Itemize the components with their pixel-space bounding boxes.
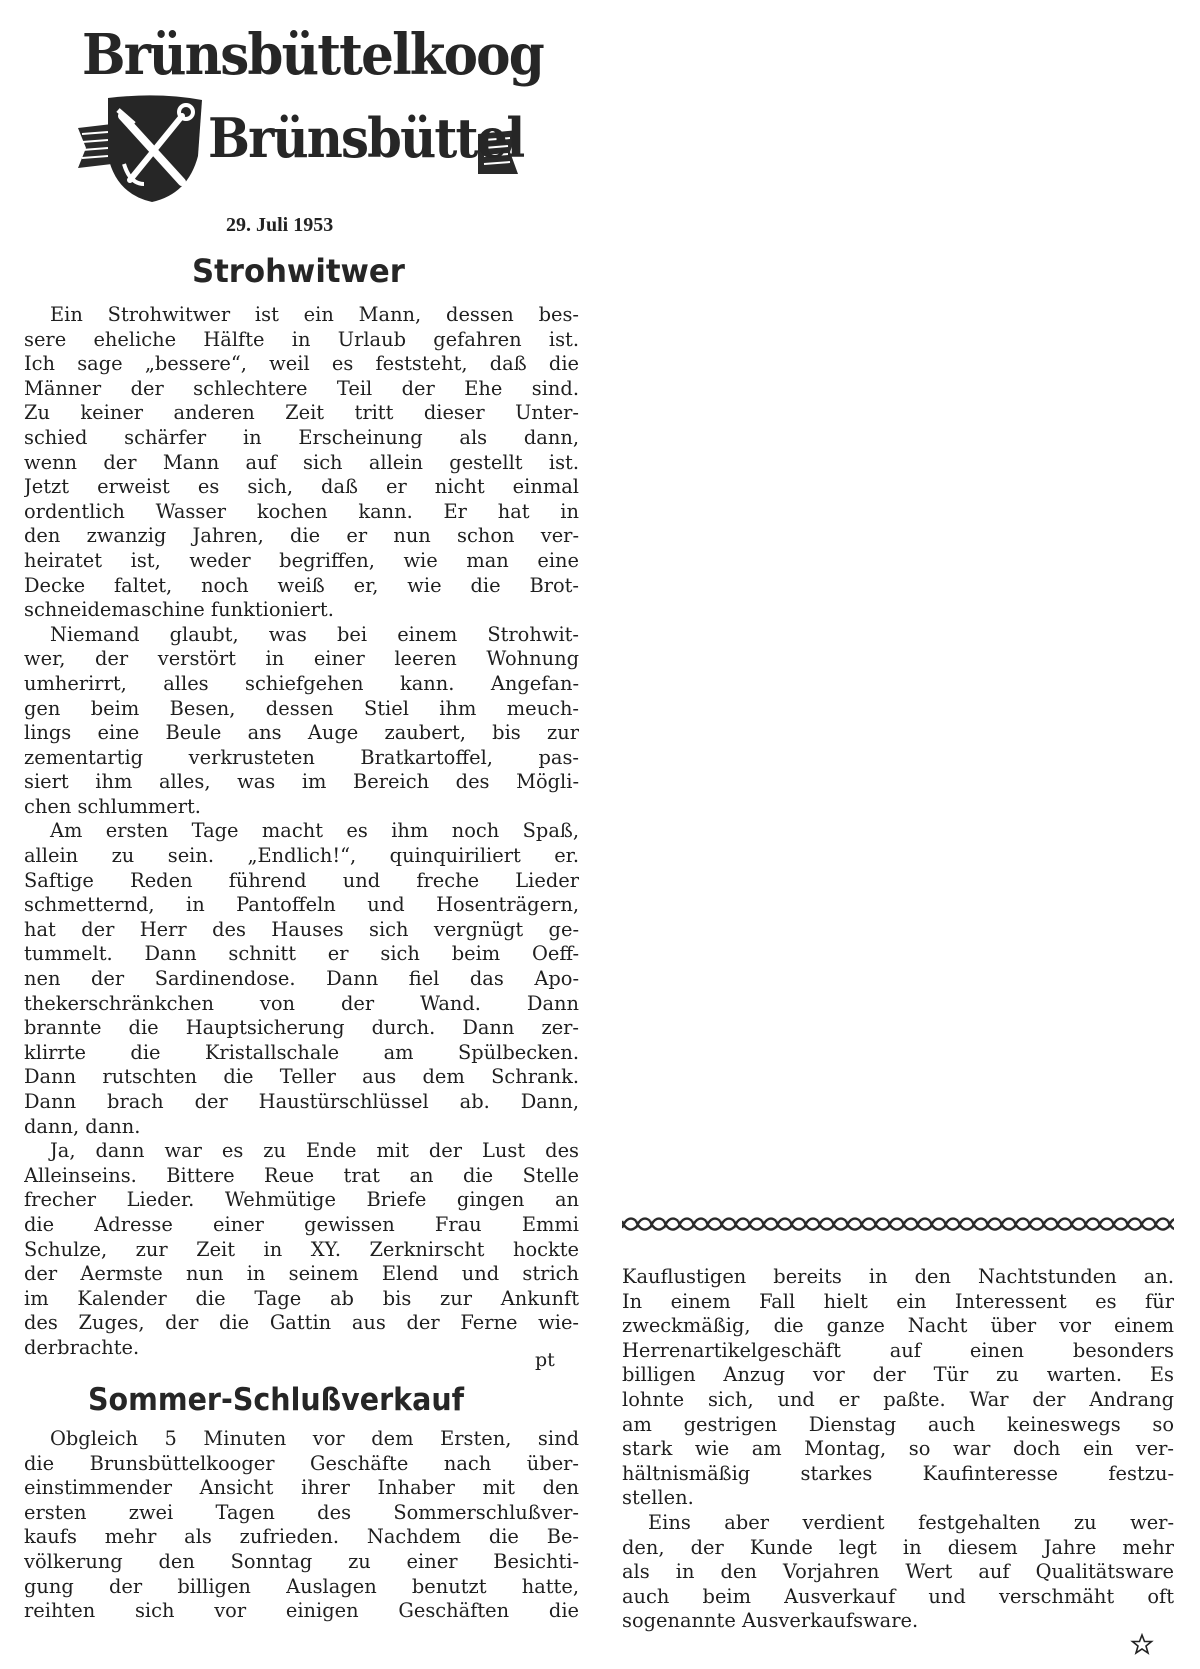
text-line: den zwanzig Jahren, die er nun schon ver- [24, 524, 579, 548]
text-line: Schulze, zur Zeit in XY. Zerknirscht hockte [24, 1237, 579, 1261]
text-line: Obgleich 5 Minuten vor dem Ersten, sind [50, 1427, 579, 1450]
text-line: die Brunsbüttelkooger Geschäfte nach über- [24, 1451, 579, 1475]
text-line: der Aermste nun in seinem Elend und strich [24, 1262, 579, 1286]
text-line: Saftige Reden führend und freche Lieder [24, 868, 579, 892]
text-line: zweckmäßig, die ganze Nacht über vor einem [622, 1314, 1174, 1338]
text-line: die Adresse einer gewissen Frau Emmi [24, 1212, 579, 1236]
text-line: Niemand glaubt, was bei einem Strohwit- [50, 622, 579, 646]
text-line: sogenannte Ausverkaufsware. [622, 1609, 919, 1633]
text-line: im Kalender die Tage ab bis zur Ankunft [24, 1286, 579, 1310]
masthead-title-line1: Brünsbüttelkoog [82, 22, 543, 88]
text-line: dann, dann. [24, 1114, 141, 1138]
text-line: schmetternd, in Pantoffeln und Hosenträgern, [24, 893, 579, 917]
text-line: tummelt. Dann schnitt er sich beim Oeff- [24, 942, 579, 966]
text-line: gen beim Besen, dessen Stiel ihm meuch- [24, 696, 579, 720]
article-body-schlussverkauf-col2 [622, 1265, 1174, 1634]
text-line: Ein Strohwitwer ist ein Mann, dessen bes- [50, 303, 579, 326]
text-line: wer, der verstört in einer leeren Wohnung [24, 647, 579, 671]
text-line: thekerschränkchen von der Wand. Dann [24, 991, 579, 1015]
text-line: Ich sage „bessere“, weil es feststeht, daß die [24, 352, 579, 376]
masthead-title-line2: Brünsbüttel [208, 106, 524, 170]
star-icon [1130, 1633, 1154, 1657]
text-line: nen der Sardinendose. Dann fiel das Apo- [24, 967, 579, 991]
text-line: allein zu sein. „Endlich!“, quinquiriliert er. [24, 844, 579, 868]
text-line: lohnte sich, und er paßte. War der Andrang [622, 1387, 1174, 1411]
text-line: lings eine Beule ans Auge zaubert, bis zur [24, 721, 579, 745]
text-line: ordentlich Wasser kochen kann. Er hat in [24, 499, 579, 523]
text-line: frecher Lieder. Wehmütige Briefe gingen an [24, 1188, 579, 1212]
text-line: des Zuges, der die Gattin aus der Ferne wie- [24, 1311, 579, 1335]
article-headline-strohwitwer: Strohwitwer [192, 252, 405, 290]
text-line: Am ersten Tage macht es ihm noch Spaß, [50, 819, 579, 843]
text-line: schied schärfer in Erscheinung als dann, [24, 425, 579, 449]
article-body-schlussverkauf-col1 [24, 1427, 579, 1624]
text-line: völkerung den Sonntag zu einer Besichti- [24, 1549, 579, 1573]
text-line: brannte die Hauptsicherung durch. Dann zer- [24, 1016, 579, 1040]
text-line: den, der Kunde legt in diesem Jahre mehr [622, 1535, 1174, 1559]
article-headline-sommer-schlussverkauf: Sommer-Schlußverkauf [88, 1382, 465, 1418]
article-body-strohwitwer [24, 303, 579, 1361]
text-line: am gestrigen Dienstag auch keineswegs so [622, 1412, 1174, 1436]
text-line: heiratet ist, weder begriffen, wie man eine [24, 548, 579, 572]
text-line: ersten zwei Tagen des Sommerschlußver- [24, 1500, 579, 1524]
text-line: schneidemaschine funktioniert. [24, 598, 334, 622]
text-line: Ja, dann war es zu Ende mit der Lust des [50, 1139, 579, 1163]
text-line: Dann rutschten die Teller aus dem Schrank. [24, 1065, 579, 1089]
rope-strand [622, 1219, 1174, 1230]
text-line: gung der billigen Auslagen benutzt hatte, [24, 1574, 579, 1598]
text-line: als in den Vorjahren Wert auf Qualitätsware [622, 1560, 1174, 1584]
text-line: stellen. [622, 1486, 694, 1510]
author-byline: pt [535, 1349, 555, 1371]
text-line: hat der Herr des Hauses sich vergnügt ge- [24, 917, 579, 941]
text-line: wenn der Mann auf sich allein gestellt ist. [24, 450, 579, 474]
text-line: klirrte die Kristallschale am Spülbecken. [24, 1040, 579, 1064]
text-line: derbrachte. [24, 1335, 140, 1359]
masthead [78, 14, 543, 204]
text-line: Alleinseins. Bittere Reue trat an die Stelle [24, 1163, 579, 1187]
text-line: stark wie am Montag, so war doch ein ver- [622, 1437, 1174, 1461]
text-line: Decke faltet, noch weiß er, wie die Brot- [24, 573, 579, 597]
text-line: Eins aber verdient festgehalten zu wer- [648, 1510, 1174, 1534]
text-line: hältnismäßig starkes Kaufinteresse festzu- [622, 1461, 1174, 1485]
issue-date: 29. Juli 1953 [226, 214, 334, 236]
text-line: zementartig verkrusteten Bratkartoffel, pas- [24, 745, 579, 769]
text-line: Herrenartikelgeschäft auf einen besonders [622, 1338, 1174, 1362]
text-line: billigen Anzug vor der Tür zu warten. Es [622, 1363, 1174, 1387]
text-line: sere eheliche Hälfte in Urlaub gefahren ist. [24, 327, 579, 351]
rope-ornament-icon [622, 1215, 1174, 1233]
text-line: Kauflustigen bereits in den Nachtstunden an. [622, 1265, 1174, 1288]
text-line: auch beim Ausverkauf und verschmäht oft [622, 1584, 1174, 1608]
text-line: Dann brach der Haustürschlüssel ab. Dann, [24, 1090, 579, 1113]
text-line: siert ihm alles, was im Bereich des Mögli- [24, 770, 579, 794]
text-line: Männer der schlechtere Teil der Ehe sind. [24, 376, 579, 400]
text-line: chen schlummert. [24, 794, 201, 818]
text-line: einstimmender Ansicht ihrer Inhaber mit den [24, 1476, 579, 1500]
text-line: reihten sich vor einigen Geschäften die [24, 1599, 579, 1623]
text-line: umherirrt, alles schiefgehen kann. Angefan- [24, 671, 579, 695]
text-line: In einem Fall hielt ein Interessent es für [622, 1289, 1174, 1313]
text-line: Jetzt erweist es sich, daß er nicht einmal [24, 475, 579, 499]
text-line: Zu keiner anderen Zeit tritt dieser Unter- [24, 401, 579, 425]
text-line: kaufs mehr als zufrieden. Nachdem die Be- [24, 1525, 579, 1549]
